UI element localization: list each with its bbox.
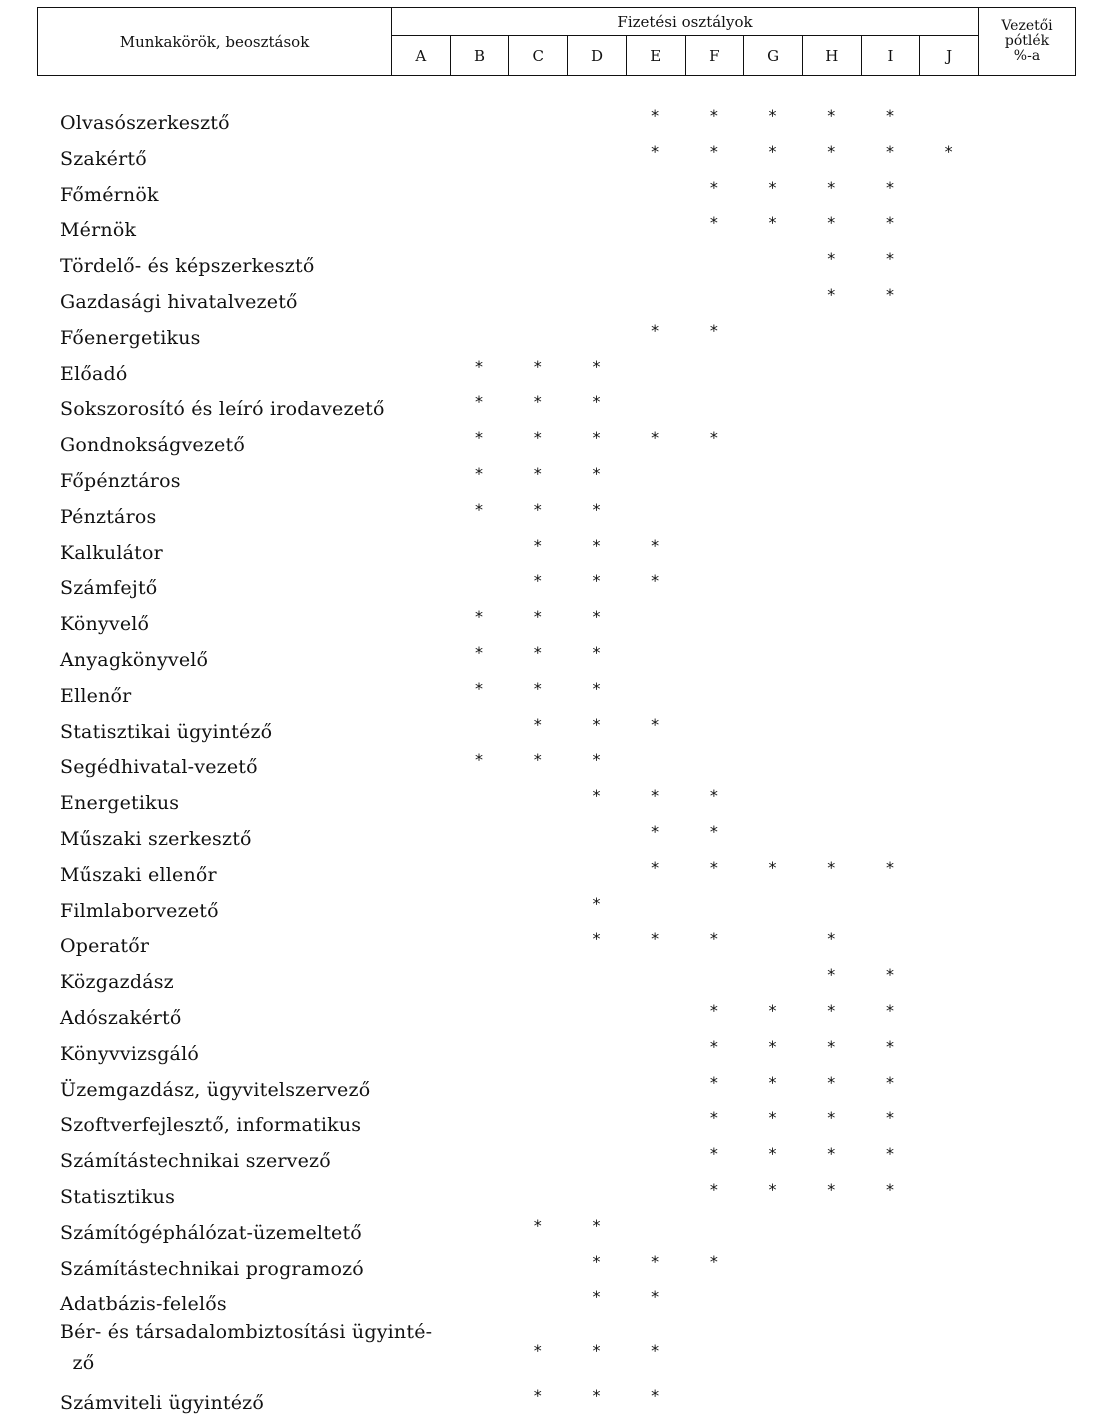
class-marker-i: * bbox=[885, 177, 894, 197]
job-title: Mérnök bbox=[60, 219, 137, 242]
class-marker-c: * bbox=[533, 1385, 542, 1405]
class-marker-d: * bbox=[592, 1287, 601, 1307]
class-marker-d: * bbox=[592, 392, 601, 412]
table-row bbox=[0, 104, 1112, 140]
table-row bbox=[0, 927, 1112, 963]
class-marker-b: * bbox=[475, 392, 484, 412]
class-marker-e: * bbox=[651, 714, 660, 734]
class-marker-f: * bbox=[709, 929, 718, 949]
job-title: Műszaki ellenőr bbox=[60, 863, 217, 886]
bonus-header-line-2: pótlék bbox=[1004, 33, 1050, 49]
table-row bbox=[0, 1285, 1112, 1321]
job-title: Könyvvizsgáló bbox=[60, 1042, 200, 1065]
table-row bbox=[0, 677, 1112, 713]
class-marker-e: * bbox=[651, 822, 660, 841]
class-marker-d: * bbox=[592, 535, 601, 555]
table-row bbox=[0, 211, 1112, 247]
class-marker-c: * bbox=[533, 571, 542, 591]
class-letter-c: C bbox=[509, 36, 568, 75]
class-marker-h: * bbox=[827, 1001, 836, 1020]
class-marker-f: * bbox=[709, 1144, 718, 1164]
table-row bbox=[0, 748, 1112, 784]
class-marker-h: * bbox=[827, 1144, 836, 1164]
class-marker-g: * bbox=[768, 1001, 777, 1020]
class-marker-i: * bbox=[885, 1144, 894, 1164]
class-marker-i: * bbox=[885, 285, 894, 304]
class-marker-f: * bbox=[709, 1251, 718, 1271]
job-title: Számítógéphálózat-üzemeltető bbox=[60, 1221, 362, 1244]
class-marker-h: * bbox=[827, 857, 836, 877]
class-marker-f: * bbox=[709, 822, 718, 841]
class-marker-e: * bbox=[651, 106, 660, 125]
table-row bbox=[0, 426, 1112, 462]
class-marker-f: * bbox=[709, 177, 718, 197]
class-marker-d: * bbox=[592, 750, 601, 770]
job-title: Gondnokságvezető bbox=[60, 434, 245, 457]
job-title: Számfejtő bbox=[60, 577, 158, 600]
role-column-header: Munkakörök, beosztások bbox=[38, 8, 392, 75]
class-marker-d: * bbox=[592, 714, 601, 734]
job-title: Könyvelő bbox=[60, 613, 150, 636]
class-marker-e: * bbox=[651, 1251, 660, 1271]
bonus-header-line-3: %-a bbox=[1013, 48, 1041, 64]
class-marker-c: * bbox=[533, 356, 542, 376]
class-marker-g: * bbox=[768, 1108, 777, 1128]
class-marker-c: * bbox=[533, 750, 542, 770]
job-title: Főenergetikus bbox=[60, 326, 201, 349]
class-marker-c: * bbox=[533, 714, 542, 734]
table-row bbox=[0, 319, 1112, 355]
class-marker-f: * bbox=[709, 141, 718, 161]
class-marker-f: * bbox=[709, 320, 718, 340]
job-title: Üzemgazdász, ügyvitelszervező bbox=[60, 1078, 371, 1101]
job-title: Adatbázis-felelős bbox=[60, 1293, 227, 1316]
job-title: Sokszorosító és leíró irodavezető bbox=[60, 398, 385, 421]
class-marker-f: * bbox=[709, 106, 718, 125]
class-letter-e: E bbox=[627, 36, 686, 75]
class-letter-f: F bbox=[686, 36, 745, 75]
class-marker-g: * bbox=[768, 141, 777, 161]
table-row bbox=[0, 1071, 1112, 1107]
job-title: Szoftverfejlesztő, informatikus bbox=[60, 1114, 362, 1137]
job-title: Adószakértő bbox=[60, 1007, 182, 1029]
table-row bbox=[0, 605, 1112, 641]
class-marker-i: * bbox=[885, 857, 894, 877]
job-title: Főpénztáros bbox=[60, 470, 181, 492]
class-marker-e: * bbox=[651, 428, 660, 448]
table-row bbox=[0, 176, 1112, 212]
class-marker-c: * bbox=[533, 1341, 542, 1361]
class-marker-e: * bbox=[651, 535, 660, 555]
class-marker-d: * bbox=[592, 607, 601, 627]
class-marker-h: * bbox=[827, 141, 836, 161]
class-marker-d: * bbox=[592, 1385, 601, 1405]
class-marker-i: * bbox=[885, 965, 894, 985]
class-marker-i: * bbox=[885, 249, 894, 269]
class-letter-h: H bbox=[803, 36, 862, 75]
manager-bonus-header bbox=[979, 8, 1075, 75]
class-marker-e: * bbox=[651, 1385, 660, 1405]
class-marker-f: * bbox=[709, 1108, 718, 1128]
class-marker-e: * bbox=[651, 1341, 660, 1361]
table-row bbox=[0, 1321, 1112, 1375]
class-letter-i: I bbox=[862, 36, 921, 75]
class-marker-d: * bbox=[592, 499, 601, 519]
class-marker-i: * bbox=[885, 106, 894, 125]
table-row bbox=[0, 283, 1112, 319]
class-marker-f: * bbox=[709, 1036, 718, 1056]
table-row bbox=[0, 641, 1112, 677]
table-header bbox=[37, 7, 1076, 76]
class-marker-b: * bbox=[475, 464, 484, 483]
class-marker-d: * bbox=[592, 1341, 601, 1361]
class-letter-a: A bbox=[392, 36, 451, 75]
class-marker-b: * bbox=[475, 428, 484, 448]
class-marker-c: * bbox=[533, 535, 542, 555]
class-marker-h: * bbox=[827, 249, 836, 269]
class-marker-d: * bbox=[592, 1215, 601, 1235]
table-row bbox=[0, 247, 1112, 283]
class-marker-f: * bbox=[709, 428, 718, 448]
class-marker-b: * bbox=[475, 607, 484, 627]
table-row bbox=[0, 1142, 1112, 1178]
job-title: Olvasószerkesztő bbox=[60, 112, 230, 134]
class-marker-c: * bbox=[533, 464, 542, 483]
class-marker-h: * bbox=[827, 1036, 836, 1056]
class-marker-c: * bbox=[533, 499, 542, 519]
job-title: Operatőr bbox=[60, 935, 150, 958]
class-marker-d: * bbox=[592, 356, 601, 376]
class-marker-h: * bbox=[827, 1072, 836, 1092]
table-row bbox=[0, 963, 1112, 999]
table-row bbox=[0, 820, 1112, 856]
class-marker-e: * bbox=[651, 320, 660, 340]
class-marker-f: * bbox=[709, 786, 718, 806]
class-letter-j: J bbox=[920, 36, 979, 75]
class-letter-d: D bbox=[568, 36, 627, 75]
job-title: Közgazdász bbox=[60, 971, 174, 994]
class-marker-h: * bbox=[827, 965, 836, 985]
class-marker-g: * bbox=[768, 1180, 777, 1199]
table-row bbox=[0, 1214, 1112, 1250]
job-title: Gazdasági hivatalvezető bbox=[60, 291, 298, 313]
class-marker-e: * bbox=[651, 1287, 660, 1307]
class-marker-f: * bbox=[709, 1180, 718, 1199]
class-marker-b: * bbox=[475, 356, 484, 376]
class-marker-h: * bbox=[827, 213, 836, 233]
class-marker-d: * bbox=[592, 678, 601, 698]
table-row bbox=[0, 534, 1112, 570]
class-marker-f: * bbox=[709, 1001, 718, 1020]
job-title: Szakértő bbox=[60, 147, 147, 170]
job-title: Statisztikai ügyintéző bbox=[60, 720, 273, 743]
table-row bbox=[0, 569, 1112, 605]
job-title: Anyagkönyvelő bbox=[60, 649, 209, 671]
table-row bbox=[0, 713, 1112, 749]
job-title: Segédhivatal-vezető bbox=[60, 756, 258, 779]
class-marker-i: * bbox=[885, 1180, 894, 1199]
class-marker-g: * bbox=[768, 177, 777, 197]
job-title: Pénztáros bbox=[60, 505, 157, 528]
class-marker-i: * bbox=[885, 1072, 894, 1092]
class-marker-i: * bbox=[885, 1001, 894, 1020]
class-marker-b: * bbox=[475, 499, 484, 519]
class-marker-d: * bbox=[592, 893, 601, 913]
job-title: Ellenőr bbox=[60, 684, 132, 707]
class-marker-h: * bbox=[827, 177, 836, 197]
class-marker-c: * bbox=[533, 643, 542, 662]
class-marker-d: * bbox=[592, 571, 601, 591]
table-row bbox=[0, 784, 1112, 820]
class-marker-d: * bbox=[592, 428, 601, 448]
job-title: Főmérnök bbox=[60, 183, 159, 206]
class-marker-c: * bbox=[533, 428, 542, 448]
class-marker-d: * bbox=[592, 786, 601, 806]
job-title: Kalkulátor bbox=[60, 541, 163, 564]
class-letter-b: B bbox=[451, 36, 510, 75]
job-title: Bér- és társadalombiztosítási ügyinté- ző bbox=[60, 1321, 433, 1375]
class-marker-b: * bbox=[475, 643, 484, 662]
job-title: Számítástechnikai programozó bbox=[60, 1257, 364, 1280]
class-marker-c: * bbox=[533, 1215, 542, 1235]
class-marker-g: * bbox=[768, 1144, 777, 1164]
class-marker-h: * bbox=[827, 106, 836, 125]
table-row bbox=[0, 1035, 1112, 1071]
table-row bbox=[0, 355, 1112, 391]
class-marker-i: * bbox=[885, 1108, 894, 1128]
class-marker-j: * bbox=[944, 141, 953, 161]
class-marker-h: * bbox=[827, 1108, 836, 1128]
job-title: Műszaki szerkesztő bbox=[60, 828, 252, 850]
table-row bbox=[0, 140, 1112, 176]
class-marker-c: * bbox=[533, 392, 542, 412]
class-marker-b: * bbox=[475, 750, 484, 770]
class-marker-e: * bbox=[651, 786, 660, 806]
class-marker-b: * bbox=[475, 678, 484, 698]
table-row bbox=[0, 1178, 1112, 1214]
table-row bbox=[0, 498, 1112, 534]
table-row bbox=[0, 856, 1112, 892]
job-title: Számítástechnikai szervező bbox=[60, 1150, 331, 1173]
job-title: Tördelő- és képszerkesztő bbox=[60, 255, 315, 278]
pay-class-letters bbox=[392, 36, 979, 75]
class-marker-e: * bbox=[651, 141, 660, 161]
class-marker-e: * bbox=[651, 857, 660, 877]
class-marker-i: * bbox=[885, 1036, 894, 1056]
class-marker-c: * bbox=[533, 607, 542, 627]
class-marker-h: * bbox=[827, 285, 836, 304]
job-title: Statisztikus bbox=[60, 1186, 176, 1208]
table-row bbox=[0, 1250, 1112, 1286]
pay-classes-header: Fizetési osztályok bbox=[392, 8, 979, 36]
class-letter-g: G bbox=[744, 36, 803, 75]
class-marker-d: * bbox=[592, 643, 601, 662]
class-marker-g: * bbox=[768, 857, 777, 877]
table-row bbox=[0, 462, 1112, 498]
table-row bbox=[0, 1106, 1112, 1142]
class-marker-c: * bbox=[533, 678, 542, 698]
class-marker-g: * bbox=[768, 1072, 777, 1092]
class-marker-i: * bbox=[885, 141, 894, 161]
class-marker-g: * bbox=[768, 106, 777, 125]
class-marker-e: * bbox=[651, 571, 660, 591]
class-marker-h: * bbox=[827, 1180, 836, 1199]
table-row bbox=[0, 390, 1112, 426]
table-row bbox=[0, 999, 1112, 1035]
table-row bbox=[0, 892, 1112, 928]
class-marker-d: * bbox=[592, 1251, 601, 1271]
class-marker-f: * bbox=[709, 857, 718, 877]
class-marker-e: * bbox=[651, 929, 660, 949]
job-title: Energetikus bbox=[60, 792, 180, 815]
class-marker-g: * bbox=[768, 213, 777, 233]
class-marker-i: * bbox=[885, 213, 894, 233]
job-title: Filmlaborvezető bbox=[60, 899, 219, 922]
job-title: Számviteli ügyintéző bbox=[60, 1391, 265, 1414]
table-row bbox=[0, 1384, 1112, 1420]
class-marker-d: * bbox=[592, 464, 601, 483]
class-marker-h: * bbox=[827, 929, 836, 949]
bonus-header-line-1: Vezetői bbox=[1001, 18, 1053, 34]
job-title: Előadó bbox=[60, 362, 128, 385]
class-marker-f: * bbox=[709, 1072, 718, 1092]
class-marker-f: * bbox=[709, 213, 718, 233]
class-marker-d: * bbox=[592, 929, 601, 949]
class-marker-g: * bbox=[768, 1036, 777, 1056]
